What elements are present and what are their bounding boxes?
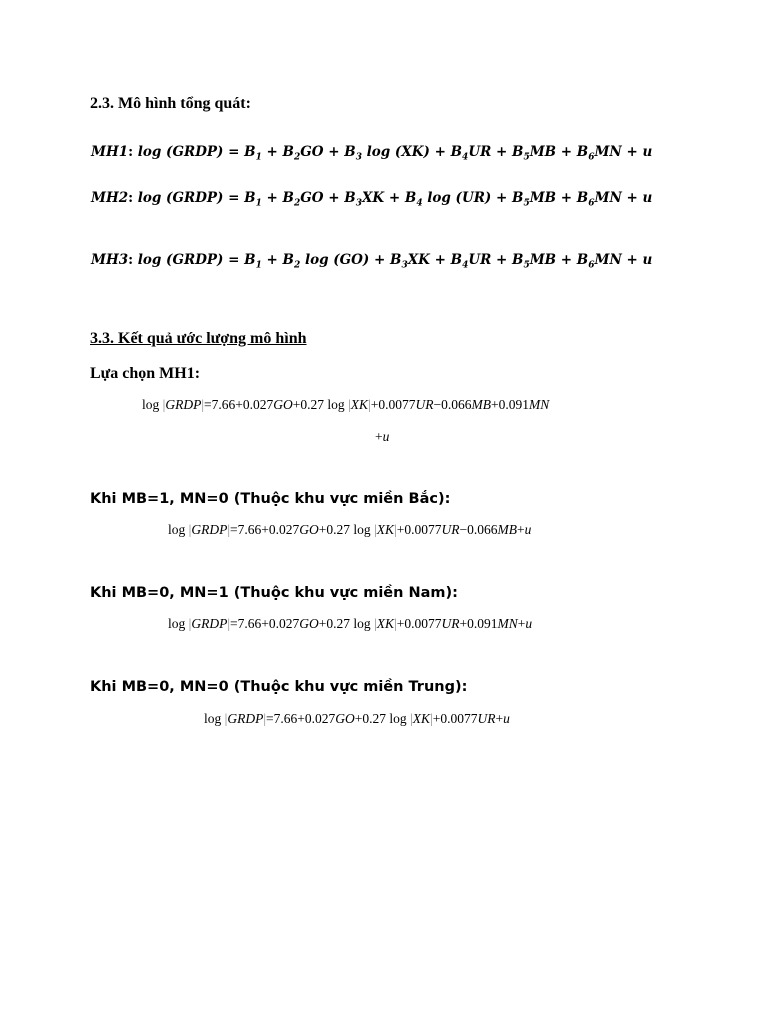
case-heading-south: Khi MB=0, MN=1 (Thuộc khu vực miền Nam): [90, 585, 458, 601]
equation-south: log |GRDP|=7.66+0.027GO+0.27 log |XK|+0.0077UR+0.091MN+u [168, 616, 533, 631]
equation-mh1: MH1: log (GRDP) = $B_1 + B_2GO + B_3$ $\log (XK) + B_4UR + B_5MB + B_6MN + u$ [91, 144, 653, 163]
section-heading-general-model: 2.3. Mô hình tổng quát: [90, 95, 251, 112]
model-label-mh1: MH1 [91, 144, 129, 160]
equation-north: log |GRDP|=7.66+0.027GO+0.27 log |XK|+0.0077UR−0.066MB+u [168, 522, 532, 537]
model-label-mh3: MH3 [91, 252, 129, 268]
equation-central: log |GRDP|=7.66+0.027GO+0.27 log |XK|+0.0077UR+u [204, 711, 510, 726]
equation-mh2: MH2: log (GRDP) = $B_1 + B_2GO + B_3XK + B_4$ $\log (UR) + B_5MB + B_6MN + u$ [91, 190, 653, 209]
case-heading-north: Khi MB=1, MN=0 (Thuộc khu vực miền Bắc): [90, 491, 451, 507]
estimated-equation-mh1-continuation: +u [375, 429, 390, 444]
model-label-mh2: MH2 [91, 190, 129, 206]
section-heading-estimation-results: 3.3. Kết quả ước lượng mô hình [90, 330, 307, 347]
case-heading-central: Khi MB=0, MN=0 (Thuộc khu vực miền Trung): [90, 679, 468, 695]
equation-mh3: MH3: log (GRDP) = $B_1 + B_2$ $\log (GO) + B_3XK + B_4UR + B_5MB + B_6MN + u$ [91, 252, 653, 271]
selected-model-label: Lựa chọn MH1: [90, 365, 201, 382]
estimated-equation-mh1: log |GRDP|=7.66+0.027GO+0.27 log |XK|+0.0077UR−0.066MB+0.091MN [142, 397, 550, 412]
